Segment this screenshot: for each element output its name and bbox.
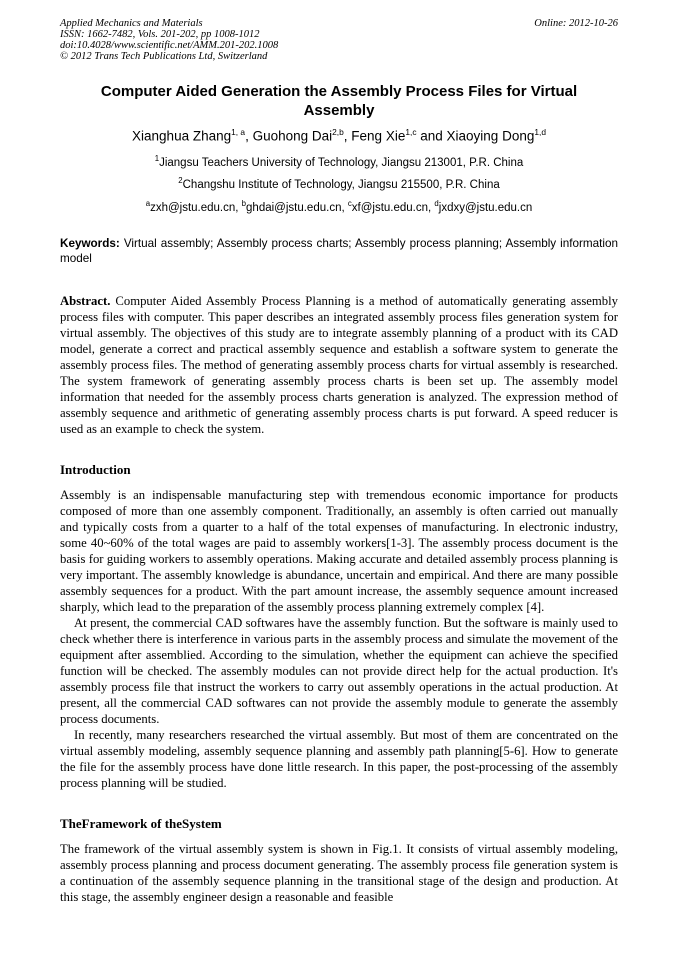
affiliation-sup: 1 <box>154 153 160 163</box>
keywords-paragraph <box>60 236 618 266</box>
section-heading-framework: TheFramework of theSystem <box>60 815 222 831</box>
authors-line <box>60 127 618 144</box>
introduction-paragraph-1: Assembly is an indispensable manufacturing step with tremendous economic importance for products composed of more than one assembly component. Traditionally, an assembly is often carried out manually and typically costs from a quarter to a half of the total expenses of manufacturing. In electronic industry, some 40~60% of the total wages are paid to assembly workers[1-3]. The assembly process document is the basis for guiding workers to assembly operations. Making accurate and detailed assembly process planning is very important. The assembly knowledge is abundance, uncertain and empirical. And there are many possible assembly sequences for a product. With the part amount increase, the assembly sequence amount increased sharply, which lead to the preparation of the assembly process planning extremely complex [4]. <box>60 487 618 614</box>
journal-info <box>60 18 278 62</box>
section-heading-introduction: Introduction <box>60 461 131 477</box>
email-sup: a <box>145 199 151 209</box>
framework-paragraph-1: The framework of the virtual assembly system is shown in Fig.1. It consists of virtual assembly modeling, assembly process planning and process document generating. The assembly process file generation system is a continuation of the assembly sequence planning in the transitional stage of the design and production. At this stage, the assembly engineer design a reasonable and feasible <box>60 841 618 904</box>
journal-doi: doi:10.4028/www.scientific.net/AMM.201-202.1008 <box>60 40 279 51</box>
email-text: xf@jstu.edu.cn, <box>351 201 435 214</box>
email-text: zxh@jstu.edu.cn, <box>150 201 242 214</box>
author-sup: 2,b <box>332 127 344 137</box>
author-separator: and <box>416 128 447 144</box>
online-date: Online: 2012-10-26 <box>534 18 618 29</box>
affiliation-1 <box>60 154 618 169</box>
journal-name: Applied Mechanics and Materials <box>60 18 203 29</box>
abstract-label: Abstract. <box>60 293 111 308</box>
introduction-paragraph-2: At present, the commercial CAD softwares have the assembly function. But the software is mainly used to check whether there is interference in various parts in the assembly process and simulate the movement of the equipment after assemblied. According to the simulation, whether the equipment can achieve the specified function will be checked. The assembly modules can not provide direct help for the actual production. It's assembly process file that instruct the workers to carry out assembly operations in the actual production. At present, all the commercial CAD softwares can not provide the assembly module to generate the assembly process documents. <box>60 615 618 726</box>
author-sup: 1, a <box>231 127 246 137</box>
author-name: Guohong Dai <box>252 128 333 144</box>
abstract-text: Computer Aided Assembly Process Planning is a method of automatically generating assembly process files with computer. This paper describes an integrated assembly process files generation system for virtual assembly. The objectives of this study are to integrate assembly planning of a product with its CAD model, generate a correct and practical assembly sequence and establish a software system to generate the assembly process files. The method of generating assembly process charts for virtual assembly is researched. The system framework of generating assembly process charts is been set up. The assembly model information that needed for the assembly process charts generation is analyzed. The expression method of assembly sequence and arithmetic of generating assembly process charts is put forward. A speed reducer is used as an example to check the system. <box>60 293 618 436</box>
email-sup: d <box>434 199 439 209</box>
author-name: Xiaoying Dong <box>446 128 535 144</box>
affiliation-text: Changshu Institute of Technology, Jiangsu 215500, P.R. China <box>182 179 500 192</box>
author-sup: 1,c <box>405 127 417 137</box>
keywords-label: Keywords: <box>60 236 120 250</box>
author-separator: , <box>245 128 253 144</box>
affiliation-sup: 2 <box>178 176 183 186</box>
author-emails <box>60 199 618 214</box>
email-text: ghdai@jstu.edu.cn, <box>246 201 348 214</box>
email-sup: b <box>241 199 247 209</box>
journal-issn-vols: ISSN: 1662-7482, Vols. 201-202, pp 1008-1012 <box>60 29 260 40</box>
email-sup: c <box>347 199 352 209</box>
introduction-paragraph-3: In recently, many researchers researched the virtual assembly. But most of them are concentrated on the virtual assembly modeling, assembly sequence planning and assembly path planning[5-6]. How to generate the file for the assembly process have done little research. In this paper, the post-processing of the assembly process planning will be studied. <box>60 727 618 790</box>
abstract-paragraph <box>60 293 618 437</box>
author-name: Feng Xie <box>351 128 406 144</box>
author-name: Xianghua Zhang <box>132 128 232 144</box>
affiliation-2 <box>60 176 618 191</box>
email-text: jxdxy@jstu.edu.cn <box>438 201 533 214</box>
keywords-text: Virtual assembly; Assembly process charts; Assembly process planning; Assembly information model <box>60 236 618 265</box>
author-sup: 1,d <box>534 127 546 137</box>
journal-header <box>60 18 618 62</box>
author-separator: , <box>343 128 352 144</box>
affiliation-text: Jiangsu Teachers University of Technology, Jiangsu 213001, P.R. China <box>159 156 524 169</box>
journal-copyright: © 2012 Trans Tech Publications Ltd, Switzerland <box>60 51 268 62</box>
paper-title: Computer Aided Generation the Assembly Process Files for Virtual Assembly <box>100 83 578 119</box>
